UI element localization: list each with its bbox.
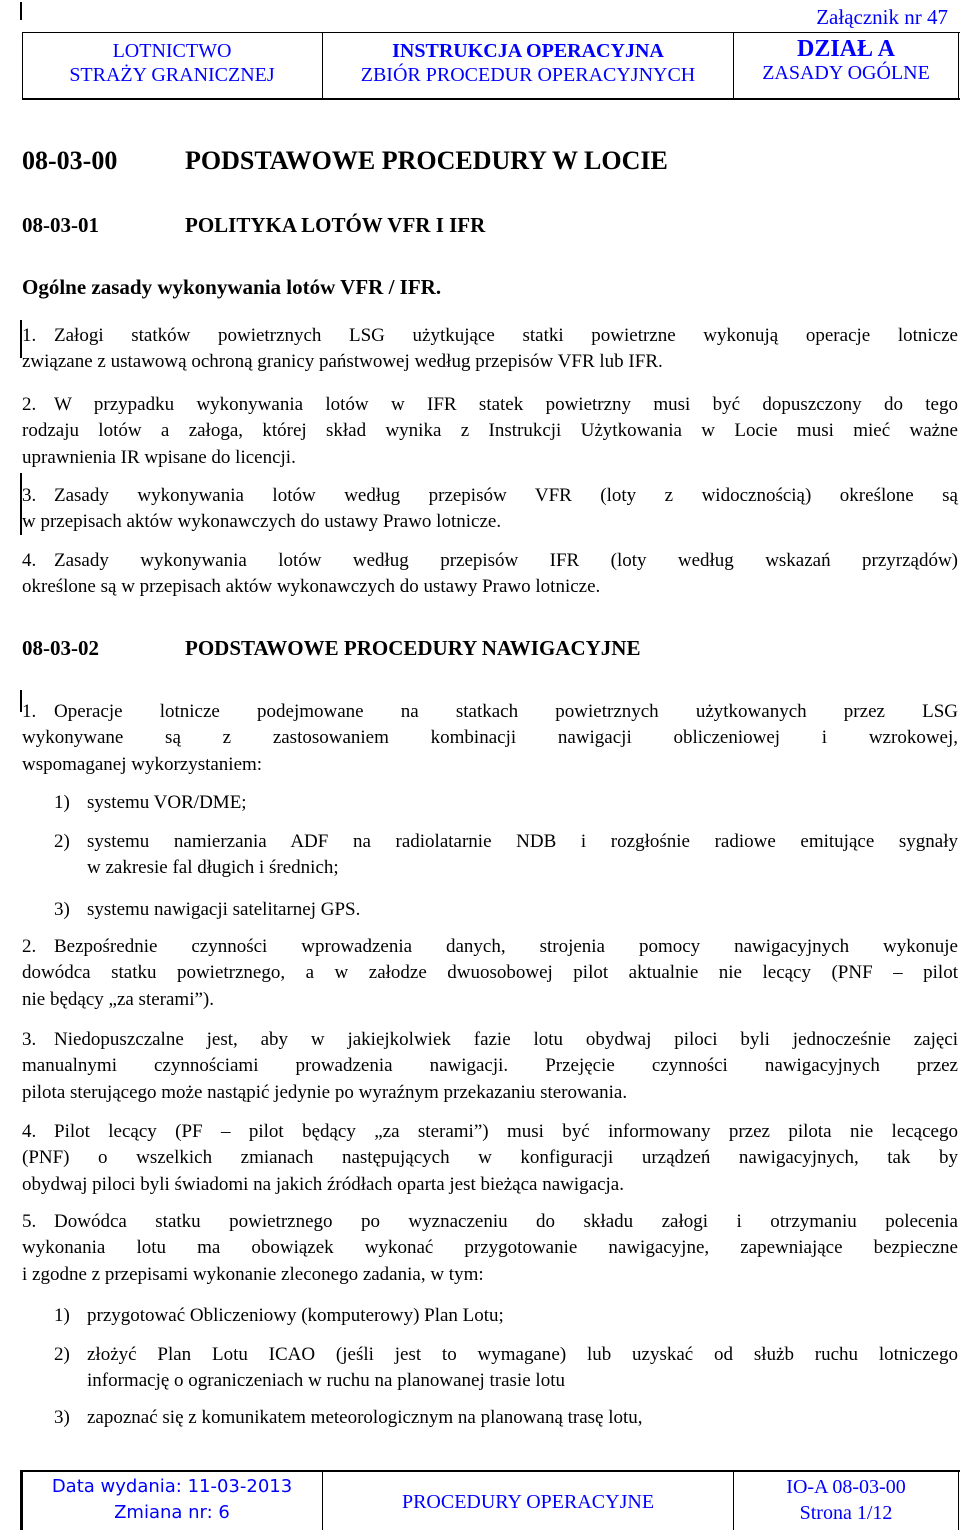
- list-item: 3. Niedopuszczalne jest, aby w jakiejkolwiek fazie lotu obydwaj piloci byli jednocześnie zajęci manualnymi czynnościami prowadzenia nawigacji. Przejęcie czynności nawigacyjnych przez pilota sterującego może nastąpić jedynie po wyraźnym przekazaniu sterowania.: [22, 1029, 958, 1103]
- list-item: 4. Pilot lecący (PF – pilot będący „za sterami”) musi być informowany przez pilota nie lecącego (PNF) o wszelkich zmianach następujących w konfiguracji urządzeń nawigacyjnych, tak by obydwaj piloci byli świadomi na jakich źródłach oparta jest bieżąca nawigacja.: [22, 1121, 958, 1195]
- section-heading-main: 08-03-00 PODSTAWOWE PROCEDURY W LOCIE: [22, 146, 668, 175]
- list-item: 4. Zasady wykonywania lotów według przepisów IFR (loty według wskazań przyrządów) określone są w przepisach aktów wykonawczych do ustawy Prawo lotnicze.: [22, 550, 958, 598]
- header-org: LOTNICTWO STRAŻY GRANICZNEJ: [69, 40, 275, 86]
- sub-list-item: 3) systemu nawigacji satelitarnej GPS.: [54, 899, 361, 920]
- list-item: 2. W przypadku wykonywania lotów w IFR statek powietrzny musi być dopuszczony do tego rodzaju lotów a załoga, której skład wynika z Instrukcji Użytkowania w Locie musi mieć ważne uprawnienia IR wpisane do licencji.: [22, 394, 958, 468]
- section-heading-08-03-01: 08-03-01 POLITYKA LOTÓW VFR I IFR: [22, 213, 486, 237]
- corner-tick: [20, 2, 22, 20]
- subsection-title: Ogólne zasady wykonywania lotów VFR / IFR.: [22, 275, 442, 299]
- list-item: 1. Załogi statków powietrznych LSG użytkujące statki powietrzne wykonują operacje lotnicze związane z ustawową ochroną granicy państwowej według przepisów VFR lub IFR.: [22, 325, 958, 373]
- footer-page-info: IO-A 08-03-00 Strona 1/12: [786, 1476, 906, 1524]
- list-item: 2. Bezpośrednie czynności wprowadzenia danych, strojenia pomocy nawigacyjnych wykonuje dowódca statku powietrznego, a w załodze dwuosobowej pilot aktualnie nie lecący (PNF – pilot nie będący „za sterami”).: [22, 936, 958, 1010]
- footer-issue-info: Data wydania: 11-03-2013 Zmiana nr: 6: [51, 1476, 293, 1523]
- header-section: DZIAŁ A ZASADY OGÓLNE: [762, 36, 930, 84]
- sub-list-item: 2) systemu namierzania ADF na radiolatarnie NDB i rozgłośnie radiowe emitujące sygnały w zakresie fal długich i średnich;: [54, 831, 958, 879]
- sub-list-item: 2) złożyć Plan Lotu ICAO (jeśli jest to wymagane) lub uzyskać od służb ruchu lotniczego informację o ograniczeniach w ruchu na planowanej trasie lotu: [54, 1344, 958, 1392]
- list-item: 5. Dowódca statku powietrznego po wyznaczeniu do składu załogi i otrzymaniu polecenia wykonania lotu ma obowiązek wykonać przygotowanie nawigacyjne, zapewniające bezpieczne i zgodne z przepisami wykonanie zleconego zadania, w tym:: [22, 1211, 958, 1285]
- list-item: 1. Operacje lotnicze podejmowane na statkach powietrznych użytkowanych przez LSG wykonywane są z zastosowaniem kombinacji nawigacji obliczeniowej i wzrokowej, wspomaganej wykorzystaniem:: [22, 701, 958, 775]
- sub-list-item: 1) przygotować Obliczeniowy (komputerowy) Plan Lotu;: [54, 1305, 504, 1326]
- footer-title: PROCEDURY OPERACYJNE: [401, 1491, 655, 1513]
- sub-list-item: 1) systemu VOR/DME;: [54, 792, 247, 813]
- attachment-label: Załącznik nr 47: [816, 5, 948, 29]
- sub-list-item: 3) zapoznać się z komunikatem meteorologicznym na planowaną trasę lotu,: [54, 1407, 643, 1428]
- list-item: 3. Zasady wykonywania lotów według przepisów VFR (loty z widocznością) określone są w przepisach aktów wykonawczych do ustawy Prawo lotnicze.: [22, 485, 958, 533]
- header-doc: INSTRUKCJA OPERACYJNA ZBIÓR PROCEDUR OPERACYJNYCH: [360, 40, 696, 86]
- section-heading-08-03-02: 08-03-02 PODSTAWOWE PROCEDURY NAWIGACYJNE: [22, 636, 641, 660]
